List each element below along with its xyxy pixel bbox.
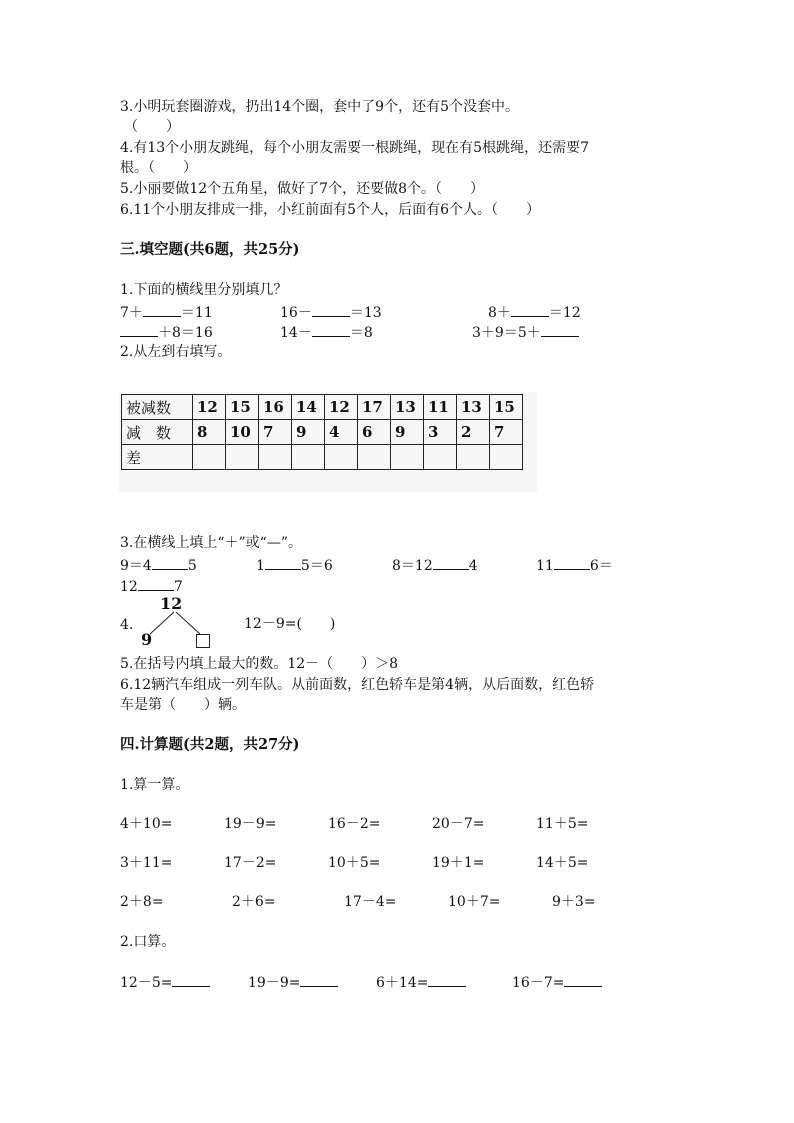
difference-cell[interactable]	[358, 445, 391, 470]
table-row	[122, 420, 523, 445]
mental-item: 16－7=	[512, 972, 602, 992]
judge-question-3: 3.小明玩套圈游戏，扔出14个圈，套中了9个，还有5个没套中。	[120, 99, 519, 115]
calc-item: 19－9=	[224, 816, 277, 832]
calc-item: 17－4=	[344, 894, 397, 910]
row-label-subtrahend: 减 数	[122, 420, 193, 445]
split-left-number: 9	[141, 630, 153, 649]
blank-field[interactable]	[138, 576, 174, 591]
difference-cell[interactable]	[424, 445, 457, 470]
fill-1-item-3: 8＋ ＝12	[488, 302, 581, 322]
calc-item: 14＋5=	[536, 855, 589, 871]
blank-field[interactable]	[433, 555, 469, 570]
calc-item: 2＋6=	[232, 894, 276, 910]
calc-item: 10＋5=	[328, 855, 381, 871]
difference-cell[interactable]	[193, 445, 226, 470]
subtrahend-cell: 8	[193, 420, 226, 445]
blank-field[interactable]	[312, 302, 350, 317]
blank-field[interactable]	[511, 302, 549, 317]
difference-cell[interactable]	[259, 445, 292, 470]
row-label-difference: 差	[122, 445, 193, 470]
row-label-minuend: 被减数	[122, 395, 193, 420]
subtrahend-cell: 9	[391, 420, 424, 445]
blank-field[interactable]	[143, 302, 181, 317]
fill-1-item-6: 3＋9＝5＋	[472, 322, 579, 342]
answer-paren-3[interactable]: （ ）	[124, 119, 180, 135]
calc-item: 10＋7=	[448, 894, 501, 910]
minuend-cell: 13	[391, 395, 424, 420]
subtraction-table	[121, 394, 523, 470]
blank-field[interactable]	[554, 555, 590, 570]
answer-field[interactable]	[300, 972, 338, 987]
difference-cell[interactable]	[226, 445, 259, 470]
minuend-cell: 13	[457, 395, 490, 420]
subtrahend-cell: 10	[226, 420, 259, 445]
calc-question-2-title: 2.口算。	[120, 934, 176, 950]
fill-question-6-line2: 车是第（ ）辆。	[120, 697, 246, 713]
fill-question-5: 5.在括号内填上最大的数。12－（ ）＞8	[120, 656, 399, 672]
answer-field[interactable]	[428, 972, 466, 987]
blank-field[interactable]	[152, 555, 188, 570]
calc-question-1-title: 1.算一算。	[120, 777, 190, 793]
judge-question-5: 5.小丽要做12个五角星，做好了7个，还要做8个。（ ）	[120, 181, 484, 197]
calc-item: 20－7=	[432, 816, 485, 832]
subtrahend-cell: 7	[490, 420, 523, 445]
minuend-cell: 16	[259, 395, 292, 420]
difference-cell[interactable]	[292, 445, 325, 470]
calc-item: 16－2=	[328, 816, 381, 832]
minuend-cell: 12	[325, 395, 358, 420]
fill-question-4-label: 4.	[120, 617, 134, 633]
fill-1-item-4: ＋8＝16	[120, 322, 213, 342]
calc-item: 3＋11=	[120, 855, 173, 871]
table-row	[122, 395, 523, 420]
calc-item: 4＋10=	[120, 816, 173, 832]
fill-question-1-title: 1.下面的横线里分别填几？	[120, 282, 288, 298]
minuend-cell: 12	[193, 395, 226, 420]
fill-1-item-1: 7＋ ＝11	[120, 302, 213, 322]
fill-question-3-title: 3.在横线上填上“＋”或“—”。	[120, 535, 302, 551]
fill-question-2-title: 2.从左到右填写。	[120, 344, 232, 360]
minuend-cell: 14	[292, 395, 325, 420]
difference-cell[interactable]	[457, 445, 490, 470]
calc-item: 19＋1=	[432, 855, 485, 871]
sign-item-2: 1 5＝6	[256, 555, 333, 575]
calc-item: 11＋5=	[536, 816, 589, 832]
judge-question-4-line2: 根。（ ）	[120, 160, 197, 176]
sign-item-4: 11 6＝	[536, 555, 613, 575]
fill-1-item-5: 14－ ＝8	[280, 322, 373, 342]
split-expression: 12－9=( )	[244, 616, 336, 632]
minuend-cell: 17	[358, 395, 391, 420]
subtrahend-cell: 3	[424, 420, 457, 445]
minuend-cell: 15	[226, 395, 259, 420]
judge-question-6: 6.11个小朋友排成一排，小红前面有5个人，后面有6个人。（ ）	[120, 202, 540, 218]
minuend-cell: 11	[424, 395, 457, 420]
sign-item-5: 12 7	[120, 576, 183, 596]
split-top-number: 12	[160, 594, 183, 613]
split-answer-box[interactable]	[196, 634, 210, 648]
sign-item-3: 8＝12 4	[392, 555, 478, 575]
calc-item: 2＋8=	[120, 894, 164, 910]
judge-question-4-line1: 4.有13个小朋友跳绳，每个小朋友需要一根跳绳，现在有5根跳绳，还需要7	[120, 140, 589, 156]
difference-cell[interactable]	[391, 445, 424, 470]
mental-item: 6＋14=	[376, 972, 466, 992]
difference-cell[interactable]	[325, 445, 358, 470]
subtrahend-cell: 6	[358, 420, 391, 445]
section-title-fill-blank: 三.填空题(共6题，共25分)	[120, 241, 300, 258]
table-row	[122, 445, 523, 470]
subtrahend-cell: 4	[325, 420, 358, 445]
mental-item: 12－5=	[120, 972, 210, 992]
calc-item: 17－2=	[224, 855, 277, 871]
blank-field[interactable]	[541, 322, 579, 337]
answer-field[interactable]	[172, 972, 210, 987]
sign-item-1: 9＝4 5	[120, 555, 197, 575]
subtrahend-cell: 9	[292, 420, 325, 445]
answer-field[interactable]	[564, 972, 602, 987]
mental-item: 19－9=	[248, 972, 338, 992]
minuend-cell: 15	[490, 395, 523, 420]
fill-1-item-2: 16－ ＝13	[280, 302, 382, 322]
subtrahend-cell: 2	[457, 420, 490, 445]
fill-question-6-line1: 6.12辆汽车组成一列车队。从前面数，红色轿车是第4辆，从后面数，红色轿	[120, 677, 595, 693]
difference-cell[interactable]	[490, 445, 523, 470]
subtrahend-cell: 7	[259, 420, 292, 445]
blank-field[interactable]	[312, 322, 350, 337]
calc-item: 9＋3=	[552, 894, 596, 910]
blank-field[interactable]	[265, 555, 301, 570]
section-title-calculation: 四.计算题(共2题，共27分)	[120, 736, 300, 753]
blank-field[interactable]	[120, 322, 158, 337]
